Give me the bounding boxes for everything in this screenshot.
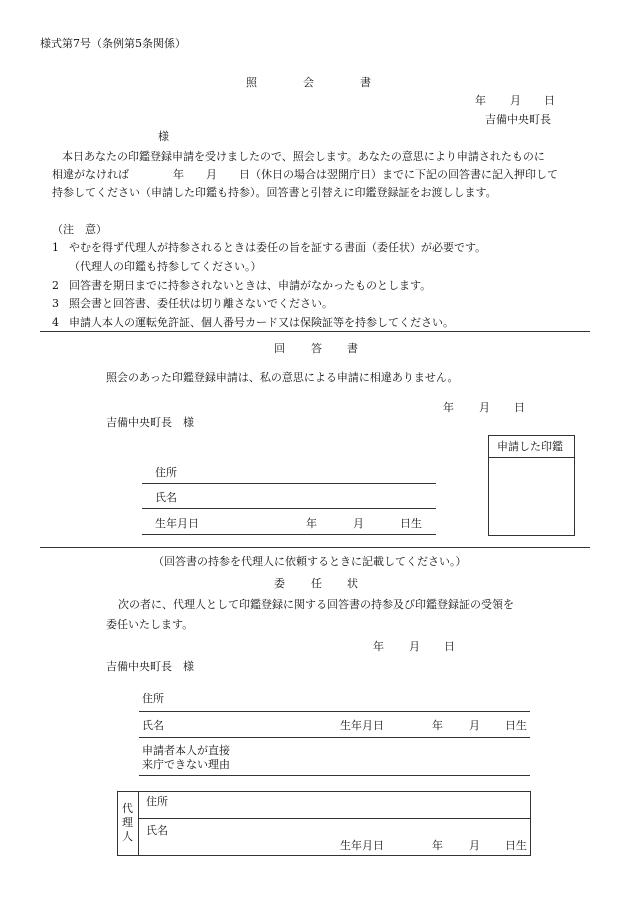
inquiry-title-char-2: 会 (303, 76, 314, 89)
principal-name-line[interactable] (139, 737, 530, 738)
reply-address-label: 住所 (155, 466, 177, 479)
note-4-number: 4 (52, 316, 59, 329)
inquiry-date-year: 年 (475, 94, 486, 107)
proxy-date-day: 日 (444, 640, 455, 653)
inquiry-body-line-2: 相違がなければ 年 月 日（休日の場合は翌開庁日）までに下記の回答書に記入押印して (52, 168, 558, 181)
note-1-sub-text: （代理人の印鑑も持参してください。） (69, 260, 262, 273)
inquiry-issuer: 吉備中央町長 (485, 113, 551, 126)
proxy-title-char-1: 委 (274, 577, 285, 590)
inquiry-date-month: 月 (510, 94, 521, 107)
seal-box-label: 申請した印鑑 (497, 440, 563, 453)
inquiry-addressee-suffix: 様 (158, 130, 169, 143)
reply-birth-label: 生年月日 (155, 517, 199, 530)
principal-name-label: 氏名 (142, 719, 164, 732)
note-3-text: 照会書と回答書、委任状は切り離さないでください。 (69, 297, 333, 310)
reply-addressee: 吉備中央町長 様 (106, 416, 194, 429)
proxy-title-char-2: 任 (311, 577, 322, 590)
reply-birth-day: 日生 (400, 517, 422, 530)
note-3-number: 3 (52, 297, 59, 310)
reply-birth-line[interactable] (142, 534, 436, 535)
agent-birth-month: 月 (469, 839, 480, 852)
agent-birth-day: 日生 (505, 839, 527, 852)
proxy-body-line-1: 次の者に、代理人として印鑑登録に関する回答書の持参及び印鑑登録証の受領を (118, 598, 514, 611)
seal-box-header-rule (488, 457, 575, 458)
inquiry-body-line-1: 本日あなたの印鑑登録申請を受けましたので、照会します。あなたの意思により申請されたものに (62, 150, 545, 163)
proxy-addressee: 吉備中央町長 様 (106, 660, 194, 673)
proxy-date-year: 年 (373, 640, 384, 653)
inquiry-title-char-1: 照 (246, 76, 257, 89)
agent-label-char-3: 人 (122, 830, 133, 843)
agent-label-divider (138, 791, 139, 856)
principal-reason-line-2: 来庁できない理由 (142, 758, 230, 771)
reply-date-month: 月 (479, 401, 490, 414)
agent-name-label: 氏名 (146, 824, 168, 837)
proxy-date-month: 月 (409, 640, 420, 653)
note-4-text: 申請人本人の運転免許証、個人番号カード又は保険証等を持参してください。 (69, 316, 454, 329)
reply-date-day: 日 (514, 401, 525, 414)
inquiry-date-day: 日 (544, 94, 555, 107)
principal-reason-line[interactable] (139, 775, 530, 776)
agent-birth-label: 生年月日 (340, 839, 384, 852)
note-2-number: 2 (52, 279, 59, 292)
separator-inquiry-reply (40, 331, 590, 332)
proxy-body-line-2: 委任いたします。 (106, 618, 194, 631)
reply-birth-month: 月 (353, 517, 364, 530)
form-number: 様式第7号（条例第5条関係） (40, 37, 186, 50)
reply-date-year: 年 (443, 401, 454, 414)
agent-birth-year: 年 (432, 839, 443, 852)
agent-address-label: 住所 (146, 795, 168, 808)
separator-reply-proxy (40, 547, 590, 548)
reply-name-line[interactable] (142, 508, 436, 509)
agent-address-rule (138, 818, 531, 819)
principal-birth-day: 日生 (505, 719, 527, 732)
reply-birth-year: 年 (306, 517, 317, 530)
proxy-note: （回答書の持参を代理人に依頼するときに記載してください。） (153, 555, 467, 568)
inquiry-body-line-3: 持参してください（申請した印鑑も持参）。回答書と引替えに印鑑登録証をお渡しします。 (52, 186, 497, 199)
note-2-text: 回答書を期日までに持参されないときは、申請がなかったものとします。 (69, 279, 432, 292)
note-1-number: 1 (52, 241, 59, 254)
reply-address-line[interactable] (142, 483, 436, 484)
principal-birth-label: 生年月日 (340, 719, 384, 732)
principal-birth-month: 月 (469, 719, 480, 732)
notes-heading: （注 意） (52, 223, 107, 236)
agent-label-char-1: 代 (122, 802, 133, 815)
note-1-text: やむを得ず代理人が持参されるときは委任の旨を証する書面（委任状）が必要です。 (69, 241, 487, 254)
principal-reason-line-1: 申請者本人が直接 (142, 744, 230, 757)
inquiry-title-char-3: 書 (360, 76, 371, 89)
reply-title-char-1: 回 (274, 342, 285, 355)
principal-birth-year: 年 (432, 719, 443, 732)
principal-address-label: 住所 (142, 692, 164, 705)
agent-label-char-2: 理 (122, 816, 133, 829)
reply-title-char-3: 書 (347, 342, 358, 355)
principal-address-line[interactable] (139, 711, 530, 712)
reply-statement: 照会のあった印鑑登録申請は、私の意思による申請に相違ありません。 (106, 371, 459, 384)
proxy-title-char-3: 状 (347, 577, 358, 590)
reply-title-char-2: 答 (311, 342, 322, 355)
reply-name-label: 氏名 (155, 491, 177, 504)
